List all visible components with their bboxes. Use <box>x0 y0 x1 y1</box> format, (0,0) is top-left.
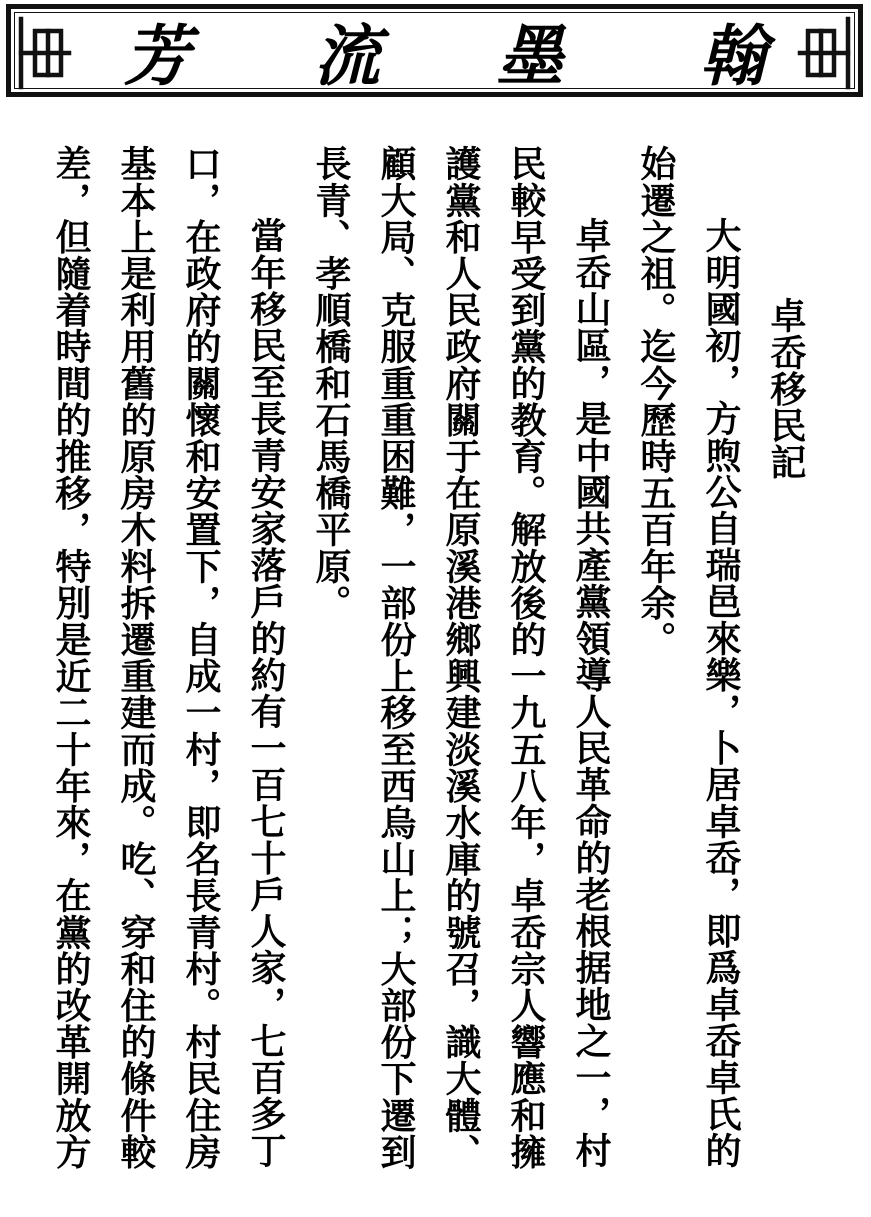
fret-ornament-left <box>15 15 75 91</box>
title-banner <box>6 4 863 97</box>
banner-title-char-4: 翰 <box>700 17 766 95</box>
article-heading: 卓岙移民記 <box>765 297 807 480</box>
banner-title-char-2: 流 <box>314 17 380 95</box>
paragraph: 卓岙山區，是中國共產黨領導人民革命的老根据地之一，村民較早受到黨的教育。解放後的一九五八年，卓岙宗人響應和擁護黨和人民政府關于在原溪港鄉興建淡溪水庫的號召，識大體、顧大局、克服重重困難，一部份上移至西烏山上；大部份下遷到長青、孝順橋和石馬橋平原。 <box>310 145 612 1170</box>
paragraph: 大明國初，方煦公自瑞邑來樂，卜居卓岙，即爲卓岙卓氏的始遷之祖。迄今歷時五百年余。 <box>635 145 742 1169</box>
fret-ornament-right <box>794 15 854 91</box>
paragraph: 當年移民至長青安家落戶的約有一百七十戶人家，七百多丁口，在政府的關懷和安置下，自成一村，即名長青村。村民住房基本上是利用舊的原房木料拆遷重建而成。吃、穿和住的條件較差，但隨着時間的推移，特別是近二十年來，在黨的改革開放方 <box>50 145 287 1170</box>
banner-title-char-1: 芳 <box>124 17 190 95</box>
banner-title-char-3: 墨 <box>497 17 563 95</box>
article-body <box>50 145 818 1205</box>
